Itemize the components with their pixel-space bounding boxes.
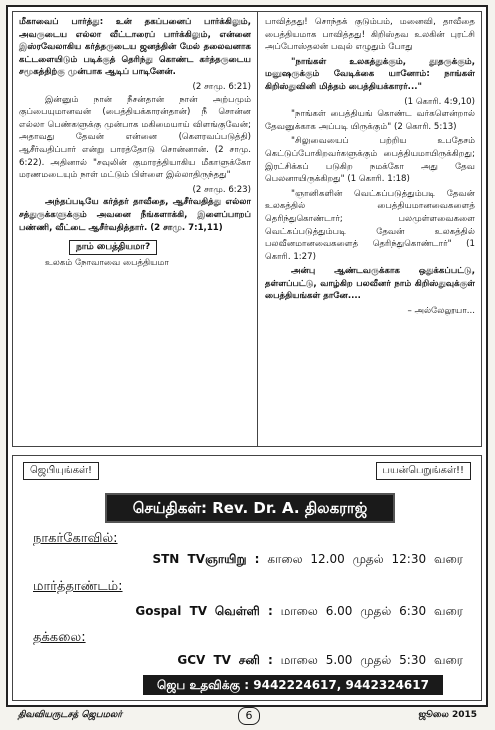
benefit-tag: பயன்பெறுங்கள்!! — [376, 462, 472, 480]
mid-word: முதல் — [360, 653, 392, 667]
start-time: 5.00 — [325, 653, 353, 667]
end-time: 5:30 — [399, 653, 427, 667]
right-column — [265, 16, 475, 318]
channel-name: GCV TV — [177, 653, 231, 667]
end-time: 6:30 — [399, 604, 427, 618]
scripture-reference: (2 சாமு. 6:23) — [192, 184, 251, 195]
article-paragraph: "ஞானிகளின் வெட்கப்படுத்தும்படி தேவன் உலகத்தில் பைத்தியமானவைகளைத் தெரிந்துகொண்டார்; பலமுள்ளவைகளை வெட்கப்படுத்தும்படி தேவன் உலகத்தில் பலவீனமானவைகளைத் தெரிந்துகொண்டார்" (1 கொரி. 1:27) — [265, 188, 475, 262]
schedule-gcv-tv — [177, 653, 463, 669]
end-word: வரை — [433, 653, 463, 667]
place-nagercoil: நாகர்கோவில்: — [33, 531, 118, 546]
article-paragraph: "நாங்கள் உலகத்துக்கும், தூதருக்கும், மனுஷருக்கும் வேடிக்கை யானோம்: நாங்கள் கிறிஸ்துவினி மித்தம் பைத்தியக்காரர்..." — [265, 56, 475, 92]
article-paragraph: உலகம் நோவாவை பைத்தியமா — [45, 257, 169, 268]
article-columns — [12, 11, 482, 447]
channel-name: STN TV — [152, 552, 205, 566]
news-banner: செய்திகள்: Rev. Dr. A. திலகராஜ் — [105, 493, 395, 523]
page-number: 6 — [238, 707, 260, 725]
session-label: மாலை — [280, 604, 318, 618]
article-paragraph: "சிலுவையைப் பற்றிய உபதேசம் கெட்டுப்போகிறவர்களுக்கும் பைத்தியமாயிருக்கிறது; இரட்சிக்கப் படுகிற நமக்கோ அது தேவ பெலனாயிருக்கிறது" (1 கொரி. 1:18) — [265, 136, 475, 185]
page-footer — [10, 707, 485, 725]
day-label: ஞாயிறு : — [205, 552, 260, 566]
schedule-gospal-tv — [135, 604, 463, 620]
mid-word: முதல் — [360, 604, 392, 618]
page-frame — [6, 5, 488, 707]
scripture-reference: (1 கொரி. 4:9,10) — [404, 96, 475, 107]
channel-name: Gospal TV — [135, 604, 208, 618]
column-divider — [257, 12, 258, 446]
start-time: 12.00 — [310, 552, 345, 566]
issue-date: ஜூலை 2015 — [418, 710, 477, 720]
magazine-name: திவவியருடசத் ஜெபமலர் — [18, 710, 123, 720]
article-paragraph: "நாங்கள் பைத்தியங் கொண்ட வர்களென்றால் தேவனுக்காக அப்படி யிருக்கும்" (2 கொரி. 5:13) — [265, 109, 475, 132]
place-marthandam: மார்த்தாண்டம்: — [33, 579, 123, 594]
prayer-phone-banner: ஜெப உதவிக்கு : 9442224617, 9442324617 — [143, 675, 443, 695]
session-label: மாலை — [280, 653, 318, 667]
left-column — [19, 16, 251, 271]
article-paragraph: இன்னும் நான் நீசன்தான் நான் அற்பமும் குப்பையுமானவன் (பைத்தியக்காரன்தான்) நீ சொன்ன எல்லா பெண்களுக்கு முன்பாக மகிமையாய் விளங்குவேன்; அதாவது தேவன் என்னை (கௌரவப்படுத்தி) ஆசீர்வதிப்பார் என்று பாரத்தோடு சொன்னான். (2 சாமு. 6:22). அதினால் "சவுலின் குமாரத்தியாகிய மீகாளுக்கோ மரணமடையும் நாள் மட்டும் பிள்ளை இல்லாதிருந்தது" — [19, 94, 251, 181]
day-label: சனி : — [238, 653, 273, 667]
article-paragraph: அன்பு ஆண்டவருக்காக ஒதுக்கப்பட்டு, தள்ளப்பட்டு, வாழ்கிற பலவீனர் நாம் கிறிஸ்துவுக்குள் பைத்தியங்கள் தானே.... — [265, 266, 475, 302]
session-label: காலை — [267, 552, 303, 566]
end-time: 12:30 — [391, 552, 427, 566]
scripture-reference: (2 சாமு. 6:21) — [192, 81, 251, 92]
end-word: வரை — [433, 604, 463, 618]
subheading-box: நாம் பைத்தியமா? — [69, 240, 157, 255]
start-time: 6.00 — [325, 604, 353, 618]
place-thuckalay: தக்கலை: — [33, 630, 86, 645]
schedule-stn-tv — [152, 552, 463, 568]
broadcast-box — [12, 455, 482, 701]
end-word: வரை — [433, 552, 463, 566]
article-paragraph: பாவித்தது! சொந்தக் குடும்பம், மனைவி, தாவீதை பைத்தியமாக பாவித்தது! கிறிஸ்தவ உலகின் புரட்சி அப்போஸ்தலன் பவுல் எழுதும் போது — [265, 17, 475, 53]
day-label: வெள்ளி : — [214, 604, 273, 618]
pray-tag: ஜெபியுங்கள்! — [23, 462, 99, 480]
article-paragraph: மீகாவைப் பார்த்து: உன் தகப்பனைப் பார்க்கிலும், அவருடைய எல்லா வீட்டாரைப் பார்க்கிலும், என்னை இஸ்ரவேலாகிய கர்த்தருடைய ஜனத்தின் மேல் தலைவனாக கட்டளையிடும் படிக்குத் தெரிந்து கொண்ட கர்த்தருடைய சமூகத்திற்கு முன்பாக ஆடிப் பாடினேன். — [19, 17, 251, 78]
mid-word: முதல் — [352, 552, 384, 566]
article-paragraph: அந்தப்படியே கர்த்தர் தாவீதை, ஆசீர்வதித்து எல்லா சத்துருக்களுக்கும் அவனை நீங்களாக்கி, இளைப்பாறப் பண்ணி, வீட்டை ஆசீர்வதித்தார். (2 சாமு. 7:1,11) — [19, 197, 251, 233]
scripture-reference: – அல்லேலூயா... — [407, 306, 475, 317]
